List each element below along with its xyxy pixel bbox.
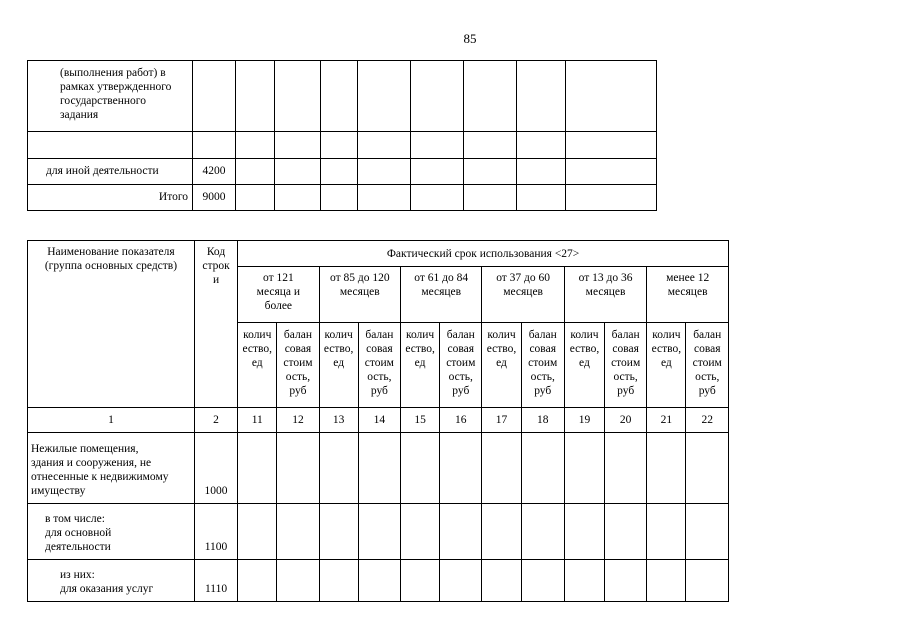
column-number: 12 [277, 408, 319, 433]
table-cell [277, 433, 319, 504]
header-quantity: колич ество, ед [319, 323, 358, 408]
table-cell [275, 159, 321, 185]
table-cell [277, 560, 319, 602]
table-cell [605, 560, 647, 602]
table-cell [236, 61, 275, 132]
column-number: 1 [28, 408, 195, 433]
column-number: 11 [238, 408, 277, 433]
table-cell [238, 560, 277, 602]
column-number: 18 [521, 408, 564, 433]
column-number: 19 [564, 408, 604, 433]
table-cell [482, 504, 521, 560]
table-cell [440, 433, 482, 504]
row-name: (выполнения работ) в рамках утвержденного государственного задания [28, 61, 193, 132]
page-number: 85 [463, 31, 477, 46]
table-cell [358, 504, 400, 560]
header-quantity: колич ество, ед [647, 323, 686, 408]
top-table-row [28, 159, 657, 185]
header-group: от 85 до 120 месяцев [319, 267, 400, 323]
row-name: Нежилые помещения, здания и сооружения, не отнесенные к недвижимому имуществу [28, 433, 195, 504]
table-cell [464, 61, 517, 132]
table-cell [647, 504, 686, 560]
table-cell [358, 560, 400, 602]
table-cell [464, 132, 517, 159]
row-code: 4200 [193, 159, 236, 185]
table-cell [275, 61, 321, 132]
header-code: Код строк и [194, 241, 237, 408]
table-cell [521, 433, 564, 504]
table-cell [605, 504, 647, 560]
table-cell [319, 560, 358, 602]
table-cell [319, 504, 358, 560]
table-cell [482, 560, 521, 602]
table-cell [464, 185, 517, 211]
row-name [28, 132, 193, 159]
table-cell [566, 185, 657, 211]
table-cell [566, 159, 657, 185]
table-cell [400, 560, 439, 602]
top-table-row [28, 132, 657, 159]
header-group: менее 12 месяцев [647, 267, 729, 323]
column-number: 14 [358, 408, 400, 433]
column-number: 15 [400, 408, 439, 433]
table-cell [564, 504, 604, 560]
main-table [27, 240, 729, 602]
table-cell [517, 185, 566, 211]
column-number: 20 [605, 408, 647, 433]
table-row [28, 433, 729, 504]
table-cell [647, 433, 686, 504]
row-name: из них: для оказания услуг [28, 560, 195, 602]
table-cell [521, 560, 564, 602]
table-cell [358, 159, 411, 185]
header-quantity: колич ество, ед [238, 323, 277, 408]
column-number: 16 [440, 408, 482, 433]
column-number: 13 [319, 408, 358, 433]
row-code [193, 132, 236, 159]
row-code: 1110 [194, 560, 237, 602]
header-book-value: балан совая стоим ость, руб [605, 323, 647, 408]
table-cell [236, 132, 275, 159]
top-table-row [28, 61, 657, 132]
header-book-value: балан совая стоим ость, руб [440, 323, 482, 408]
table-cell [411, 159, 464, 185]
table-cell [517, 132, 566, 159]
table-cell [411, 132, 464, 159]
table-cell [517, 159, 566, 185]
table-cell [358, 132, 411, 159]
header-group: от 37 до 60 месяцев [482, 267, 564, 323]
table-cell [411, 185, 464, 211]
top-table-row [28, 185, 657, 211]
table-cell [400, 504, 439, 560]
table-row [28, 504, 729, 560]
row-code: 9000 [193, 185, 236, 211]
table-cell [400, 433, 439, 504]
row-code: 1100 [194, 504, 237, 560]
table-cell [686, 560, 729, 602]
row-name: в том числе: для основной деятельности [28, 504, 195, 560]
header-quantity: колич ество, ед [400, 323, 439, 408]
table-cell [238, 433, 277, 504]
table-cell [440, 504, 482, 560]
header-quantity: колич ество, ед [482, 323, 521, 408]
table-cell [686, 433, 729, 504]
table-cell [464, 159, 517, 185]
row-code [193, 61, 236, 132]
table-cell [275, 132, 321, 159]
table-cell [686, 504, 729, 560]
table-cell [358, 61, 411, 132]
header-group: от 121 месяца и более [238, 267, 319, 323]
table-cell [319, 433, 358, 504]
header-period-title: Фактический срок использования <27> [238, 241, 729, 267]
table-cell [321, 159, 358, 185]
table-cell [275, 185, 321, 211]
table-cell [236, 185, 275, 211]
header-group: от 13 до 36 месяцев [564, 267, 646, 323]
column-number: 21 [647, 408, 686, 433]
column-number: 22 [686, 408, 729, 433]
row-code: 1000 [194, 433, 237, 504]
table-cell [236, 159, 275, 185]
table-cell [321, 132, 358, 159]
table-cell [321, 185, 358, 211]
table-cell [482, 433, 521, 504]
column-numbers-row [28, 408, 729, 433]
table-cell [566, 132, 657, 159]
table-cell [605, 433, 647, 504]
column-number: 17 [482, 408, 521, 433]
row-name: Итого [28, 185, 193, 211]
header-book-value: балан совая стоим ость, руб [358, 323, 400, 408]
table-cell [321, 61, 358, 132]
table-cell [517, 61, 566, 132]
header-quantity: колич ество, ед [564, 323, 604, 408]
table-cell [564, 560, 604, 602]
column-number: 2 [194, 408, 237, 433]
top-table [27, 60, 657, 211]
table-cell [647, 560, 686, 602]
table-cell [440, 560, 482, 602]
table-cell [564, 433, 604, 504]
header-book-value: балан совая стоим ость, руб [521, 323, 564, 408]
table-cell [358, 433, 400, 504]
header-book-value: балан совая стоим ость, руб [277, 323, 319, 408]
row-name: для иной деятельности [28, 159, 193, 185]
table-row [28, 560, 729, 602]
header-group: от 61 до 84 месяцев [400, 267, 481, 323]
table-cell [238, 504, 277, 560]
header-book-value: балан совая стоим ость, руб [686, 323, 729, 408]
header-name: Наименование показателя (группа основных средств) [28, 241, 195, 408]
header-row [28, 241, 729, 267]
table-cell [521, 504, 564, 560]
table-cell [358, 185, 411, 211]
table-cell [277, 504, 319, 560]
table-cell [411, 61, 464, 132]
table-cell [566, 61, 657, 132]
